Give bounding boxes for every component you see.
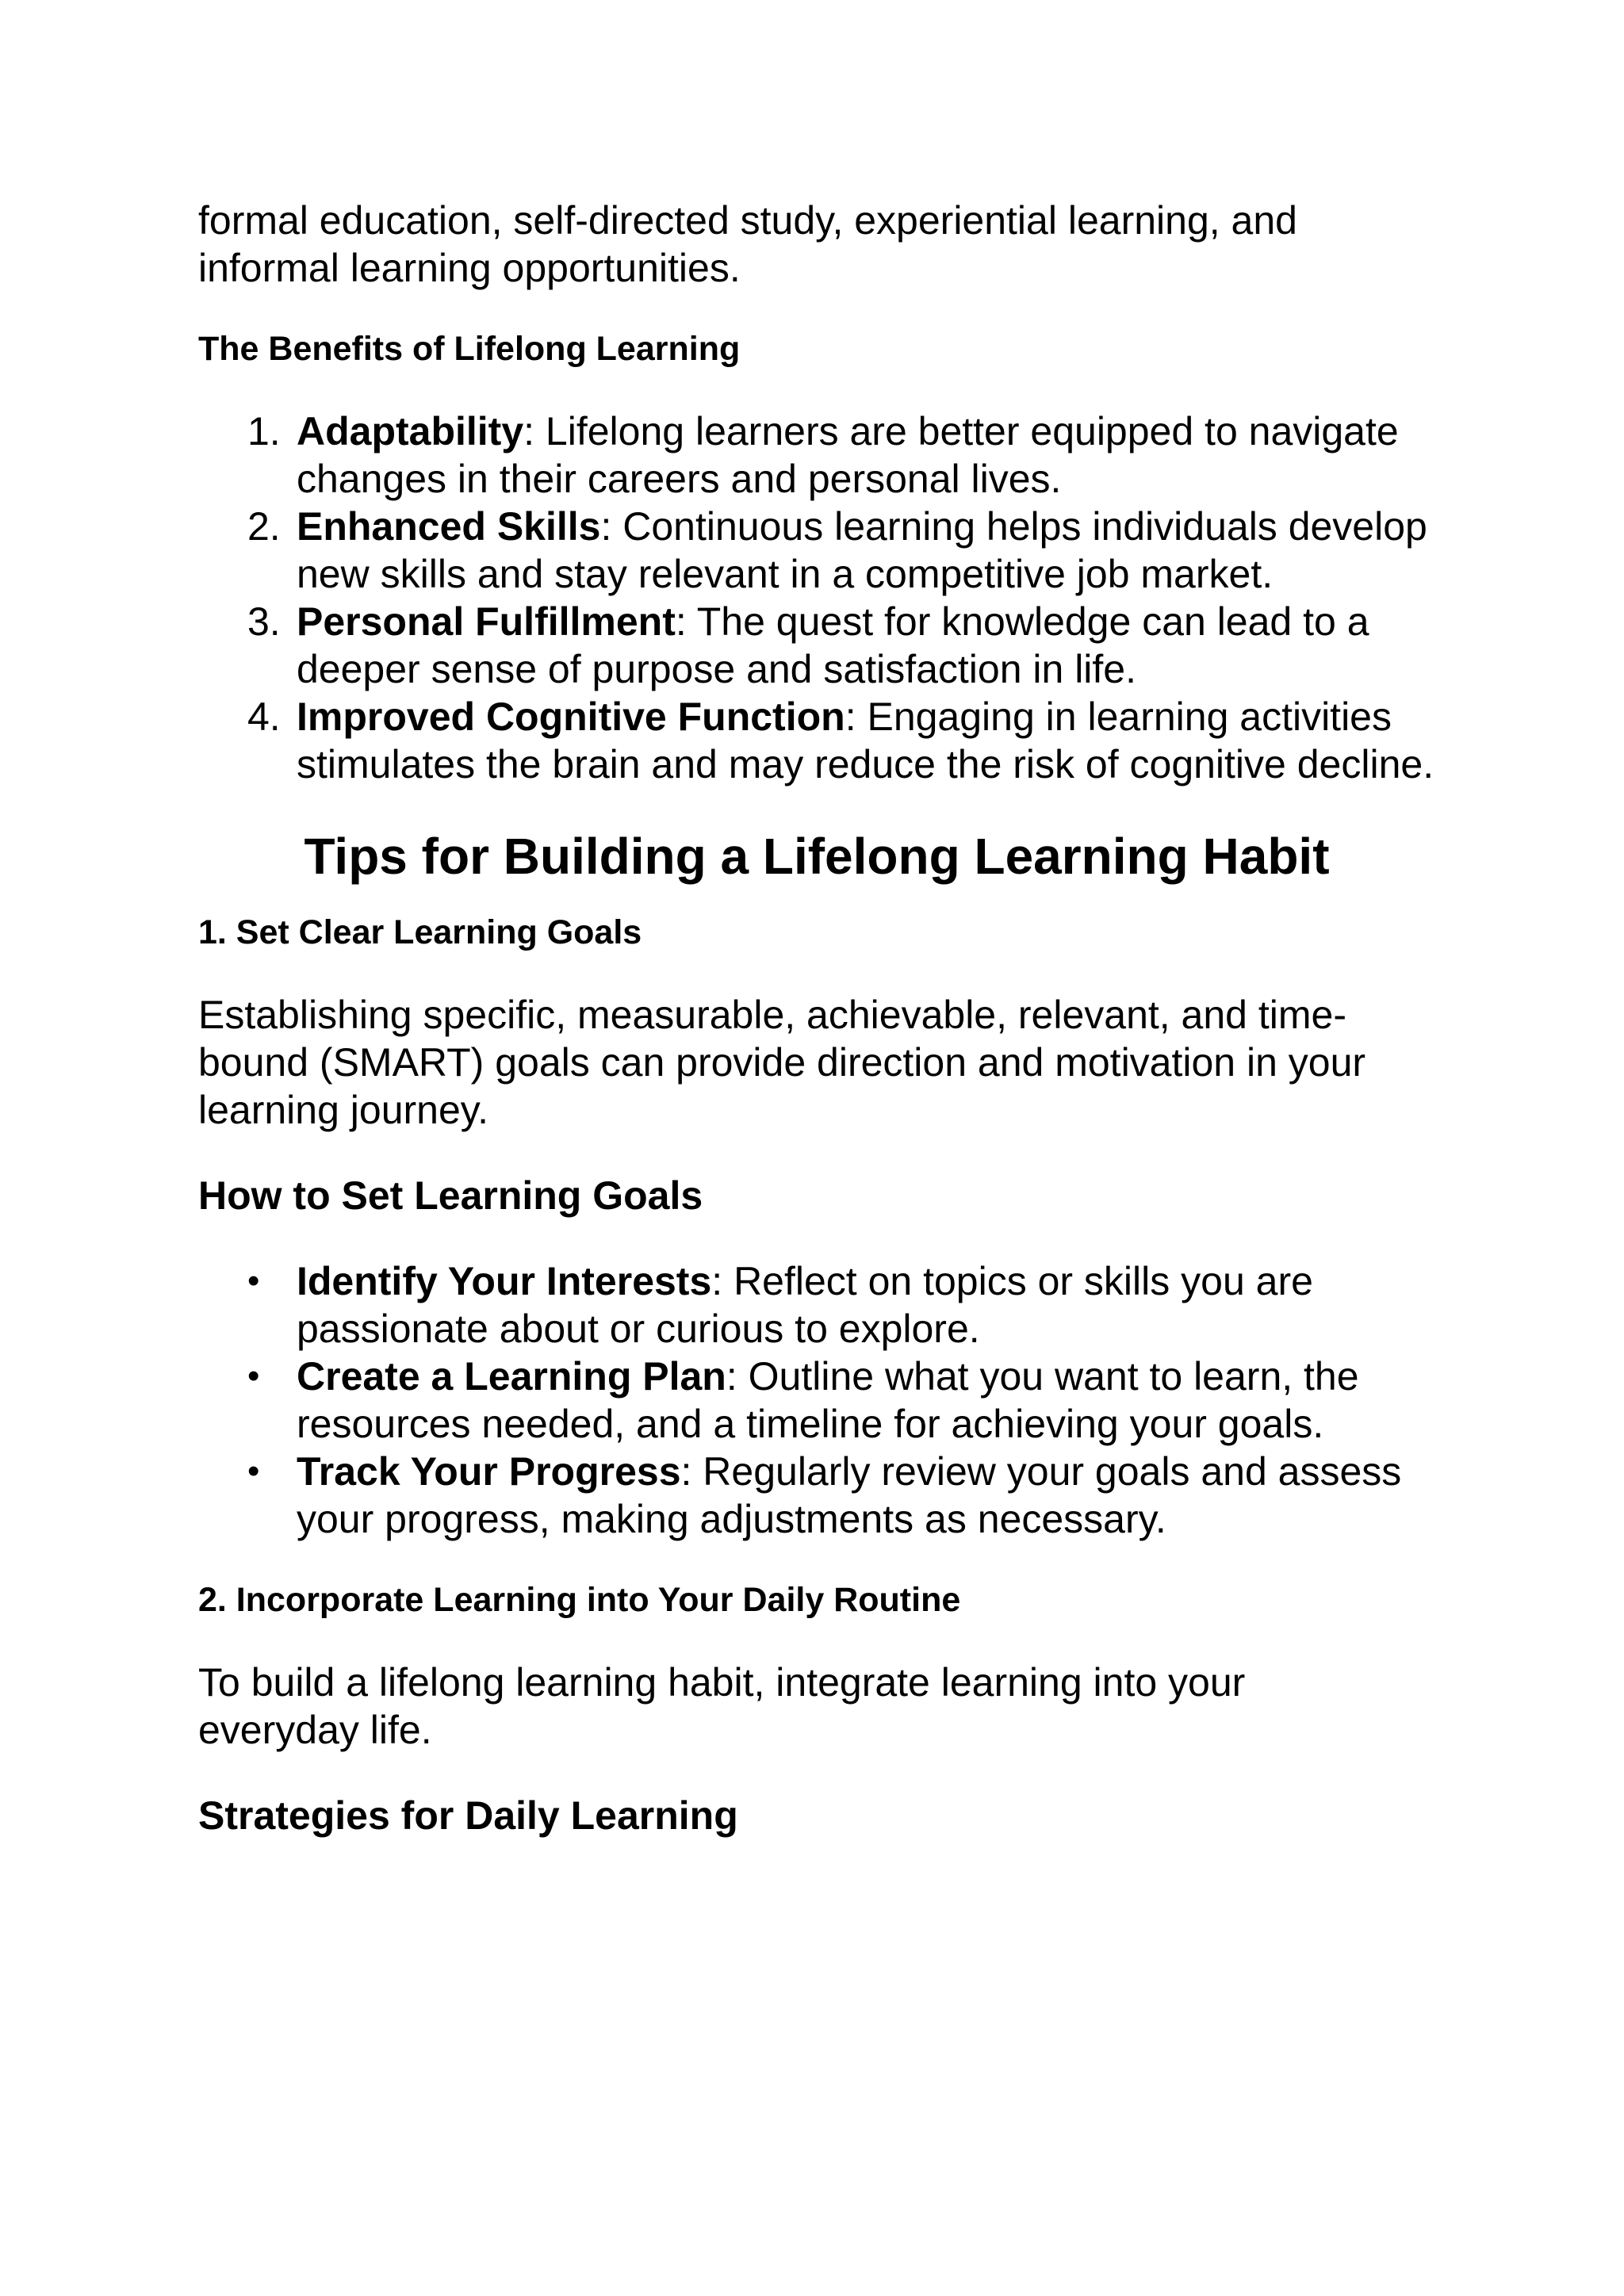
list-item-term: Identify Your Interests xyxy=(297,1259,712,1303)
list-item-text: : Outline what you want to learn, the resources needed, and a timeline for achieving your goals. xyxy=(297,1354,1359,1446)
list-item-text: : The quest for knowledge can lead to a deeper sense of purpose and satisfaction in life. xyxy=(297,599,1369,691)
list-item-term: Improved Cognitive Function xyxy=(297,695,845,739)
list-item-text: : Continuous learning helps individuals develop new skills and stay relevant in a competitive job market. xyxy=(297,504,1427,596)
routine-heading: 2. Incorporate Learning into Your Daily Routine xyxy=(198,1581,961,1619)
benefits-heading: The Benefits of Lifelong Learning xyxy=(198,330,741,368)
bullet-icon: • xyxy=(247,1357,260,1395)
routine-paragraph: To build a lifelong learning habit, integrate learning into your everyday life. xyxy=(198,1660,1246,1752)
how-to-heading: How to Set Learning Goals xyxy=(198,1173,703,1218)
list-item-term: Create a Learning Plan xyxy=(297,1354,726,1399)
strategies-heading: Strategies for Daily Learning xyxy=(198,1793,738,1838)
list-item xyxy=(198,1257,1459,1353)
list-item-text: : Engaging in learning activities stimulates the brain and may reduce the risk of cognitive decline. xyxy=(297,695,1434,786)
intro-paragraph: formal education, self-directed study, experiential learning, and informal learning opportunities. xyxy=(198,198,1297,290)
list-number: 1. xyxy=(247,409,281,453)
bullet-icon: • xyxy=(247,1452,260,1490)
list-item xyxy=(198,503,1459,598)
list-number: 3. xyxy=(247,599,281,644)
list-item xyxy=(198,408,1459,503)
list-item xyxy=(198,693,1459,788)
how-to-list xyxy=(198,1257,1459,1543)
document-page xyxy=(198,197,1459,1839)
list-item xyxy=(198,1448,1459,1543)
list-number: 4. xyxy=(247,695,281,739)
list-item-text: : Reflect on topics or skills you are passionate about or curious to explore. xyxy=(297,1259,1313,1351)
list-item-text: : Regularly review your goals and assess your progress, making adjustments as necessary. xyxy=(297,1449,1402,1541)
list-item xyxy=(198,598,1459,693)
list-item-term: Track Your Progress xyxy=(297,1449,681,1494)
list-item-term: Personal Fulfillment xyxy=(297,599,676,644)
goals-paragraph: Establishing specific, measurable, achievable, relevant, and time-bound (SMART) goals can provide direction and motivation in your learning journey. xyxy=(198,993,1366,1132)
list-item-term: Adaptability xyxy=(297,409,524,453)
list-number: 2. xyxy=(247,504,281,549)
list-item-text: : Lifelong learners are better equipped to navigate changes in their careers and personal lives. xyxy=(297,409,1399,501)
benefits-list xyxy=(198,408,1459,788)
goals-heading: 1. Set Clear Learning Goals xyxy=(198,913,642,951)
bullet-icon: • xyxy=(247,1261,260,1300)
list-item xyxy=(198,1353,1459,1448)
tips-heading: Tips for Building a Lifelong Learning Habit xyxy=(304,828,1330,885)
list-item-term: Enhanced Skills xyxy=(297,504,601,549)
